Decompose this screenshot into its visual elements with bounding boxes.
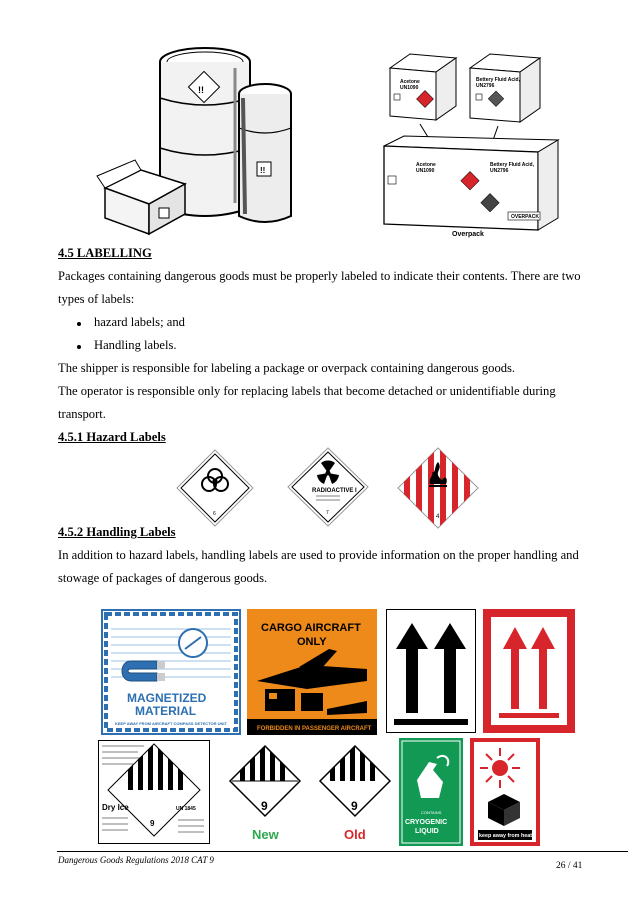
overpack-tag: OVERPACK — [511, 214, 539, 220]
footer-rule — [57, 851, 628, 852]
cryogenic-line1: CRYOGENIC — [405, 819, 448, 826]
class6-number: 6 — [213, 511, 216, 517]
class4-number: 4 — [436, 514, 440, 520]
intro-line-2: types of labels: — [58, 292, 135, 306]
overpack-left-line1: Acetone — [416, 162, 436, 168]
dry-ice-class: 9 — [150, 819, 155, 828]
class7-number: 7 — [326, 510, 329, 516]
class9-new-caption: New — [252, 827, 279, 842]
handling-line-2: stowage of packages of dangerous goods. — [58, 571, 268, 585]
magnetized-strip: KEEP AWAY FROM AIRCRAFT COMPASS DETECTOR UNIT — [115, 721, 227, 726]
orientation-arrows-red-label — [483, 609, 575, 733]
class6-biohazard-label — [175, 448, 255, 528]
operator-line-2: transport. — [58, 407, 106, 421]
class9-new-number: 9 — [261, 799, 268, 813]
cargo-line1: CARGO AIRCRAFT — [261, 622, 361, 634]
radioactive-text: RADIOACTIVE I — [312, 488, 357, 494]
svg-text:!!: !! — [260, 166, 266, 175]
cargo-strip: FORBIDDEN IN PASSENGER AIRCRAFT — [257, 726, 372, 732]
shipper-paragraph: The shipper is responsible for labeling a package or overpack containing dangerous goods. — [58, 361, 516, 375]
box1-label-line2: UN1090 — [400, 85, 419, 91]
overpack-right-line1: Bettery Fluid Acid, — [490, 162, 534, 168]
intro-line-1: Packages containing dangerous goods must be properly labeled to indicate their contents. There are two — [58, 269, 581, 283]
heat-caption: keep away from heat — [479, 833, 533, 839]
hazard-labels-heading: 4.5.1 Hazard Labels — [58, 430, 166, 444]
orientation-arrows-black-label — [386, 609, 476, 733]
overpack-right-line2: UN2796 — [490, 168, 509, 174]
bullet-dot — [77, 322, 81, 326]
dry-ice-title: Dry Ice — [102, 803, 129, 812]
footer-document-title: Dangerous Goods Regulations 2018 CAT 9 — [58, 855, 214, 865]
class9-new-label — [228, 744, 302, 844]
box2-label-line2: UN2796 — [476, 83, 495, 89]
class9-old-caption: Old — [344, 827, 366, 842]
magnetized-line1: MAGNETIZED — [127, 691, 207, 705]
cryogenic-small: CONTAINS — [421, 810, 442, 815]
bullet-handling-labels: Handling labels. — [94, 338, 177, 352]
section-heading-labelling: 4.5 LABELLING — [58, 246, 152, 260]
handling-labels-heading: 4.5.2 Handling Labels — [58, 525, 176, 539]
cryogenic-liquid-label — [399, 738, 463, 846]
drums-and-boxes-illustration — [95, 38, 295, 228]
dry-ice-class9-label — [98, 740, 210, 844]
magnetized-material-label — [101, 609, 241, 735]
footer-page-number: 26 / 41 — [556, 861, 583, 871]
magnetized-line2: MATERIAL — [135, 704, 197, 718]
cargo-aircraft-only-label — [247, 609, 377, 735]
handling-line-1: In addition to hazard labels, handling labels are used to provide information on the proper handling and — [58, 548, 579, 562]
overpack-caption: Overpack — [452, 231, 484, 238]
cargo-line2: ONLY — [297, 636, 327, 648]
svg-text:!!: !! — [198, 85, 204, 95]
class4-flammable-solid-label — [396, 446, 480, 530]
cryogenic-line2: LIQUID — [415, 828, 439, 835]
box1-label-line1: Acetone — [400, 79, 420, 85]
class7-radioactive-label — [286, 446, 370, 528]
overpack-left-line2: UN1090 — [416, 168, 435, 174]
keep-away-from-heat-label — [470, 738, 540, 846]
box2-label-line1: Bettery Fluid Acid, — [476, 77, 520, 83]
operator-line-1: The operator is responsible only for replacing labels that become detached or unidentifiable during — [58, 384, 556, 398]
class9-old-label — [318, 744, 392, 844]
class9-old-number: 9 — [351, 799, 358, 813]
dry-ice-un: UN 1845 — [176, 806, 196, 812]
bullet-dot — [77, 345, 81, 349]
bullet-hazard-labels: hazard labels; and — [94, 315, 185, 329]
overpack-illustration — [380, 48, 560, 238]
